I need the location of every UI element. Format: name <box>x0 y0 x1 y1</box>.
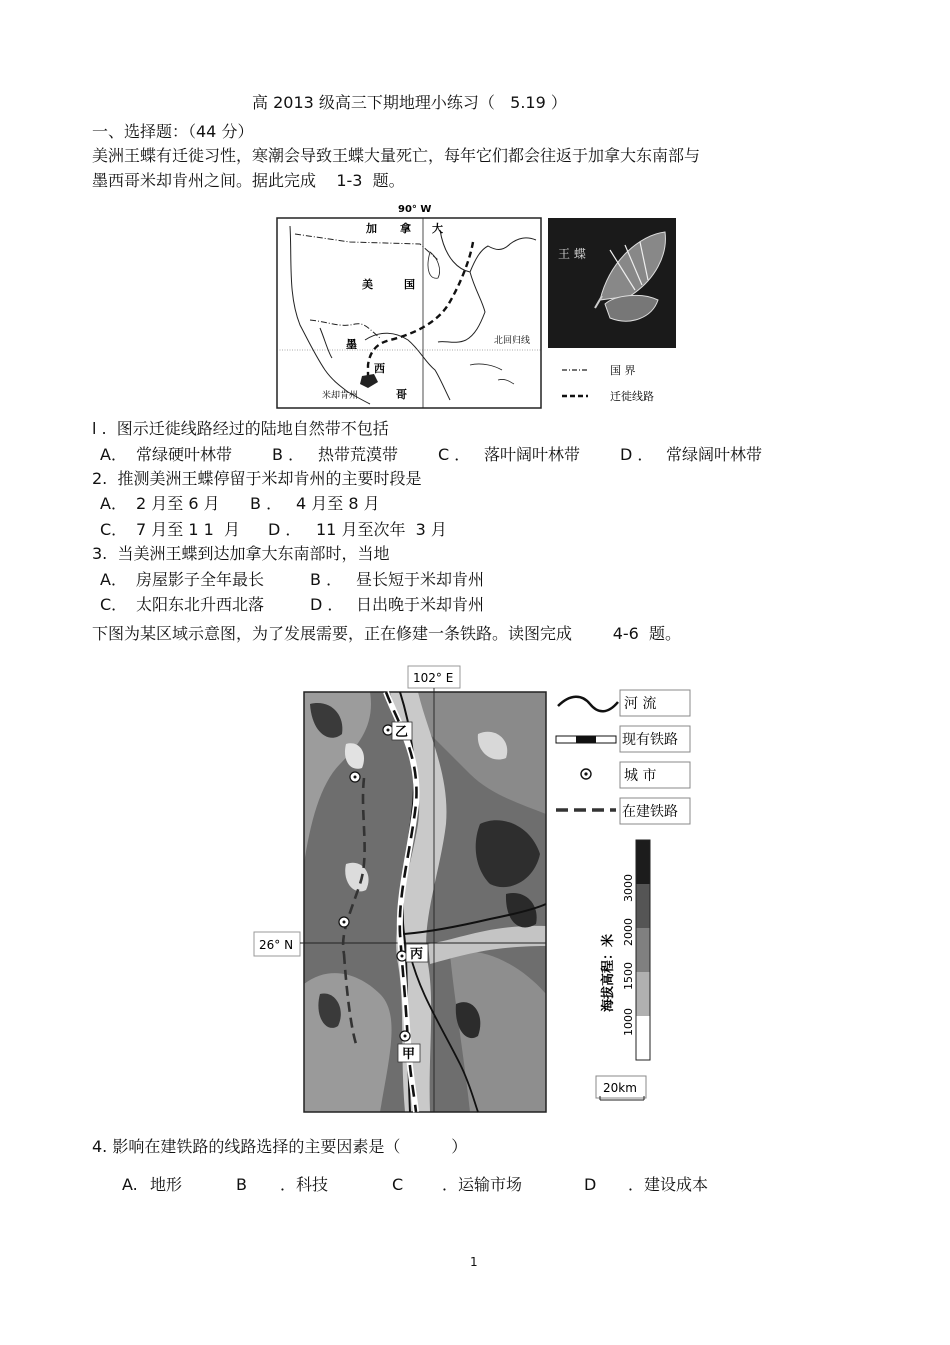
option-d-letter: D ． <box>620 445 654 464</box>
option-b-letter: B <box>236 1175 247 1194</box>
option-a-letter: A． <box>100 570 127 589</box>
option-a-text: 常绿硬叶林带 <box>136 445 233 464</box>
option-c-letter: C． <box>100 595 128 614</box>
option-d-text: 11 月至次年 3 月 <box>316 520 447 539</box>
option-a-text: 2 月至 6 月 <box>136 494 220 513</box>
option-a-text: 地形 <box>150 1175 183 1194</box>
option-c-text: ．运输市场 <box>442 1175 523 1194</box>
question-4-stem: 4. 影响在建铁路的线路选择的主要因素是（ ） <box>92 1137 468 1156</box>
legend-construction-label: 在建铁路 <box>622 804 678 820</box>
page-title: 高 2013 级高三下期地理小练习（ 5.19 ） <box>252 93 567 112</box>
river-symbol <box>558 697 618 712</box>
option-c-text: 落叶阔叶林带 <box>484 445 581 464</box>
option-b-text: 热带荒漠带 <box>318 445 399 464</box>
canada-char-3: 大 <box>432 222 443 235</box>
option-c-text: 7 月至 1 1 月 <box>136 520 240 539</box>
elevation-tick-3000: 3000 <box>622 874 635 902</box>
michoacan-label: 米却肯州 <box>322 391 359 401</box>
photo-label: 王 蝶 <box>558 247 586 261</box>
legend-city-label: 城 市 <box>624 768 657 784</box>
legend-route-label: 迁徙线路 <box>610 390 654 403</box>
canada-char-1: 加 <box>366 222 377 235</box>
railway-map <box>250 664 700 1116</box>
option-c-letter: C ． <box>438 445 471 464</box>
option-a-letter: A． <box>100 445 127 464</box>
intro-text: 美洲王蝶有迁徙习性，寒潮会导致王蝶大量死亡，每年它们都会往返于加拿大东南部与 <box>92 146 701 165</box>
legend-railway-label: 现有铁路 <box>622 732 678 748</box>
legend-border-label: 国 界 <box>610 364 636 377</box>
city-yi-label: 乙 <box>395 725 409 740</box>
city-bing-label: 丙 <box>410 947 424 962</box>
option-c-letter: C <box>392 1175 404 1194</box>
question-1-stem: l . 图示迁徙线路经过的陆地自然带不包括 <box>92 419 389 438</box>
meridian-label: 102° E <box>413 671 454 685</box>
option-a-text: 房屋影子全年最长 <box>136 570 265 589</box>
mexico-char-1: 墨 <box>346 338 357 351</box>
elevation-title: 海拔高程：米 <box>601 933 616 1012</box>
elevation-tick-1500: 1500 <box>622 962 635 990</box>
option-d-letter: D ． <box>310 595 344 614</box>
option-a-letter: A. <box>122 1175 138 1194</box>
question-3-stem: 3. 当美洲王蝶到达加拿大东南部时，当地 <box>92 544 390 563</box>
section-heading: 一、选择题：（44 分） <box>92 122 254 141</box>
migration-map <box>270 200 690 412</box>
option-b-letter: B ． <box>250 494 283 513</box>
parallel-label: 26° N <box>259 938 294 952</box>
city-jia-label: 甲 <box>402 1047 416 1062</box>
elevation-tick-1000: 1000 <box>622 1008 635 1036</box>
meridian-label: 90° W <box>398 204 432 215</box>
option-b-text: ．科技 <box>280 1175 329 1194</box>
usa-char-1: 美 <box>362 278 373 291</box>
elevation-tick-2000: 2000 <box>622 918 635 946</box>
option-d-letter: D ． <box>268 520 302 539</box>
option-d-letter: D <box>584 1175 597 1194</box>
option-b-text: 4 月至 8 月 <box>296 494 380 513</box>
question-2-stem: 2. 推测美洲王蝶停留于米却肯州的主要时段是 <box>92 469 422 488</box>
option-d-text: 日出晚于米却肯州 <box>356 595 485 614</box>
option-d-text: 常绿阔叶林带 <box>666 445 763 464</box>
mexico-char-2: 西 <box>374 362 385 375</box>
scale-label: 20km <box>603 1081 637 1095</box>
usa-char-2: 国 <box>404 278 415 291</box>
legend-river-label: 河 流 <box>624 696 657 712</box>
intro-text: 墨西哥米却肯州之间。据此完成 1-3 题。 <box>92 171 405 190</box>
option-a-letter: A． <box>100 494 127 513</box>
option-b-letter: B ． <box>310 570 343 589</box>
tropic-label: 北回归线 <box>494 336 531 346</box>
page-number: 1 <box>470 1255 478 1269</box>
mexico-char-3: 哥 <box>396 388 407 401</box>
option-b-text: 昼长短于米却肯州 <box>356 570 485 589</box>
option-b-letter: B ． <box>272 445 305 464</box>
option-c-text: 太阳东北升西北落 <box>136 595 265 614</box>
canada-char-2: 拿 <box>400 222 411 235</box>
intro-text: 下图为某区域示意图，为了发展需要，正在修建一条铁路。读图完成 4-6 题。 <box>92 624 681 643</box>
option-c-letter: C． <box>100 520 128 539</box>
option-d-text: ．建设成本 <box>628 1175 709 1194</box>
